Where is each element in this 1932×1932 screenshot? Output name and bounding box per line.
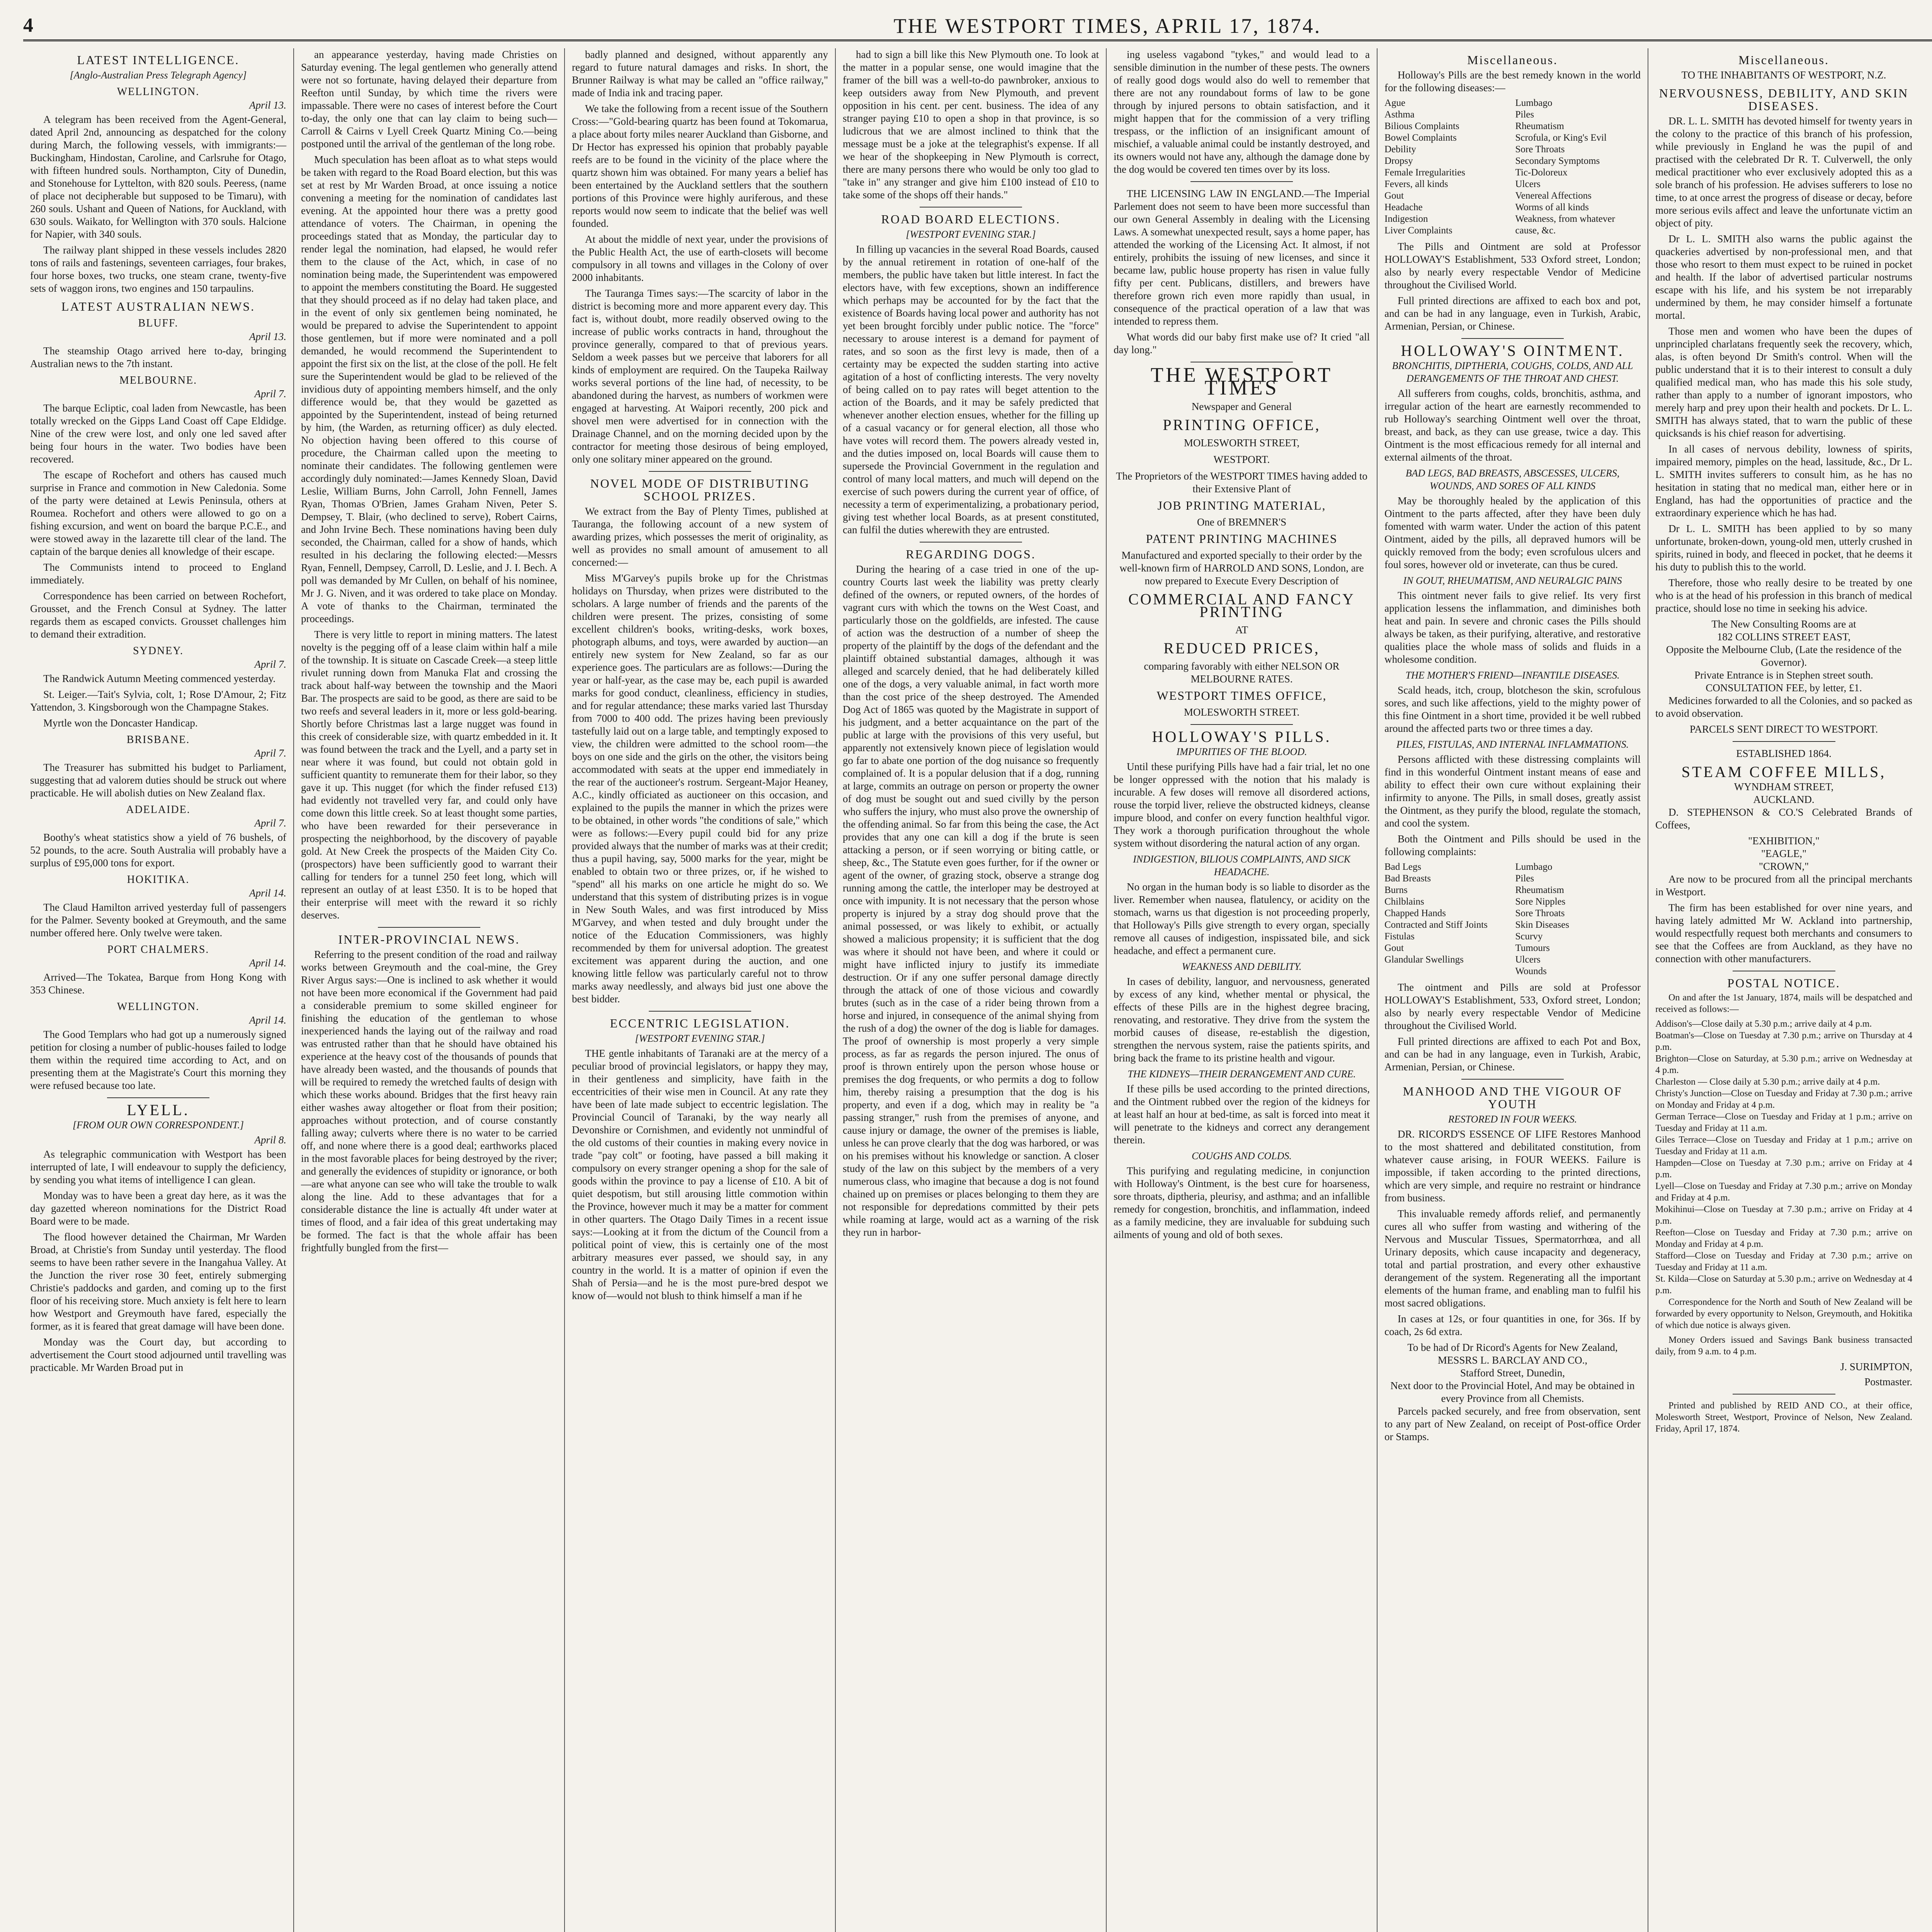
eccentric-legislation-heading: ECCENTRIC LEGISLATION. [610,1016,790,1030]
article-paragraph: THE gentle inhabitants of Taranaki are at the mercy of a peculiar brood of provincial legislators, or happy they may, in their gentleness and simplicity, have faith in the eccentricities of their wise men in Council. At any rate they have been of late made subject to eccentric legislation. The Provincial Council of Taranaki, by the way nearly all Devonshire or Cornishmen, and evidently not unmindful of the old customs of their counties in making every novice in trade "pay colt" or footing, have passed a bill making it compulsory on every stranger opening a shop for the sale of goods within the province to pay a license of £10. A bit of quiet despotism, but still arousing little commotion within the Province, however much it may be a matter for comment in other quarters. The Otago Daily Times in a recent issue says:—Looking at it from the dictum of the Council from a political point of view, this is certainly one of the most arbitrary measures ever passed, we should say, in any country in the world. It is a matter of opinion if even the Shah of Persia—and he is the most pure-bred despot we know of—would not blush to think himself a man if he [572,1048,828,1301]
disease-item: Dropsy [1384,156,1413,166]
ad-line: WESTPORT. [1213,454,1270,465]
article-paragraph: At about the middle of next year, under the provisions of the Public Health Act, the use of earth-closets will become compulsory in all towns and villages in the Colony of over 2000 inhabitants. [572,233,828,283]
postal-item: Charleston — Close daily at 5.30 p.m.; arrive daily at 4 p.m. [1655,1077,1880,1087]
page-number: 4 [23,14,33,36]
dateline-place: WELLINGTON. [117,86,200,98]
article-paragraph: We extract from the Bay of Plenty Times, published at Tauranga, the following account of a new system of awarding prizes, which possesses the merit of originality, as well as provides no small amount of amusement to all concerned:— [572,505,828,568]
article-paragraph: May be thoroughly healed by the application of this Ointment to the parts affected, after they have been duly fomented with warm water. Under the action of this patent Ointment, aided by the pills, all depraved humors will be quickly removed from the body; even scrofulous ulcers and foul sores, however old or inveterate, can thus be cured. [1384,495,1641,570]
disease-item: Venereal Affections [1515,190,1592,201]
article-paragraph: The barque Ecliptic, coal laden from Newcastle, has been totally wrecked on the Gipps Land Coast off Cape Eldidge. Nine of the crew were lost, and only one led saved after being four hours in the water. Two bodies have been recovered. [30,402,286,465]
postal-item: Giles Terrace—Close on Tuesday and Friday at 1 p.m.; arrive on Tuesday and Friday at 11 a.m. [1655,1135,1912,1156]
disease-item: cause, &c. [1515,225,1556,236]
disease-item: Weakness, from whatever [1515,214,1615,224]
article-paragraph: There is very little to report in mining matters. The latest novelty is the pegging off of a lease claim within half a mile of the township. It is situate on Cascade Creek—a steep little rivulet running down from Manuka Flat and crossing the track about half-way between the township and the Maori Bar. The prospects are said to be good, as there are said to be two reefs and several leaders in it, more or less gold-bearing. Shortly before Christmas last a large nugget was found in this creek of considerable size, with quartz embedded in it. It was found between the track and the Lyell, and a party set in near where it was found, but could not obtain gold in sufficient quantity to remunerate them for their labor, so they gave it up. This nugget (for which the finder refused £13) had evidently not travelled very far, and could only have come down this little creek. So at least thought some parties, who have been rewarded for their perseverance in prospecting the neighborhood, by the discovery of payable gold. At New Creek the prospects of the Maiden City Co. (prospectors) have been sufficiently good to warrant their calling for tenders for a tunnel 250 feet long, which will represent an outlay of at least £350. It is to be hoped that their enterprise will meet with the reward it so richly deserves. [301,629,557,921]
article-paragraph: What words did our baby first make use of? It cried "all day long." [1114,331,1370,355]
article-paragraph: On and after the 1st January, 1874, mails will be despatched and received as follows:— [1655,993,1912,1014]
dateline-date: April 7. [254,658,286,670]
complaint-item: Sore Throats [1515,908,1565,918]
dateline-place: PORT CHALMERS. [107,944,209,956]
dateline-place: ADELAIDE. [126,804,190,816]
disease-item: Ulcers [1515,179,1541,189]
article-paragraph: The Communists intend to proceed to England immediately. [30,561,286,586]
ad-subheading: THE KIDNEYS—THEIR DERANGEMENT AND CURE. [1128,1068,1356,1080]
article-paragraph: We take the following from a recent issue of the Southern Cross:—"Gold-bearing quartz has been found at Tokomarua, a place about forty miles nearer Auckland than Gisborne, and Dr Hector has expressed his opinion that probably payable reefs are to be found in the vicinity of the place where the quartz shown him was obtained. For many years a belief has been entertained by the Auckland settlers that the southern portions of this Province were highly auriferous, and these reports would now seem to indicate that the belief was well founded. [572,103,828,229]
dateline-place: BRISBANE. [126,734,190,746]
postal-item: Christy's Junction—Close on Tuesday and Friday at 7.30 p.m.; arrive on Monday and Friday at 4 p.m. [1655,1088,1912,1110]
column-2 [294,48,565,1932]
article-paragraph: Persons afflicted with these distressing complaints will find in this wonderful Ointment instant means of ease and ability to effect their own cure without explaining their infirmity to anyone. The Pills, in small doses, greatly assist the Ointment, as they purify the blood, regulate the stomach, and cool the system. [1384,753,1641,829]
miscellaneous-heading: Miscellaneous. [1467,53,1558,67]
article-paragraph: In cases at 12s, or four quantities in one, for 36s. If by coach, 2s 6d extra. [1384,1313,1641,1337]
article-paragraph: Boothy's wheat statistics show a yield of 76 bushels, of 52 pounds, to the acre. South Australia will probably have a surplus of £95,000 tons for export. [30,832,286,869]
dateline-date: April 13. [249,331,286,342]
ad-line: Opposite the Melbourne Club, (Late the residence of the Governor). [1666,644,1902,668]
article-paragraph: No organ in the human body is so liable to disorder as the liver. Remember when nausea, flatulency, or acidity on the stomach, warns us that digestion is not proceeding properly, that Holloway's Pills give strength to every organ, specially remove all causes of indigestion, inspissated bile, and sick headache, and effect a permanent cure. [1114,881,1370,956]
dateline-date: April 13. [249,99,286,111]
article-paragraph: Arrived—The Tokatea, Barque from Hong Kong with 353 Chinese. [30,971,286,996]
complaints-list [1384,861,1641,977]
article-paragraph: A telegram has been received from the Agent-General, dated April 2nd, announcing as despatched for the colony during March, the following vessels, with immigrants:—Buckingham, Hindostan, Caroline, and Carlsruhe for Otago, with fifteen hundred souls. Northampton, City of Dunedin, and Stonehouse for Lyttelton, with 820 souls. Peeress, (name of place not decipherable but supposed to be Timaru), with 260 souls. Ushant and Queen of Nations, for Auckland, with 630 souls. Waikato, for Wellington with 370 souls. Halcione for Napier, with 340 souls. [30,114,286,240]
complaint-item: Chilblains [1384,896,1424,907]
article-paragraph: St. Leiger.—Tait's Sylvia, colt, 1; Rose D'Amour, 2; Fitz Yattendon, 3. Kingsborough won the Champagne Stakes. [30,689,286,713]
dateline-date: April 14. [249,1014,286,1026]
article-paragraph: The railway plant shipped in these vessels includes 2820 tons of rails and fastenings, seventeen carriages, four brakes, four horse boxes, two trucks, one steam crane, twenty-five sets of waggon irons, two engines and 150 tarpaulins. [30,244,286,294]
ad-title: THE WESTPORT TIMES [1150,363,1333,399]
dateline-date: April 7. [254,817,286,829]
complaint-item [1384,966,1510,977]
novel-mode-heading: NOVEL MODE OF DISTRIBUTING SCHOOL PRIZES. [590,476,810,503]
printing-office-ad [1114,363,1370,719]
ad-line: "CROWN," [1759,861,1809,872]
postal-item: Boatman's—Close on Tuesday at 7.30 p.m.; arrive on Thursday at 4 p.m. [1655,1031,1912,1052]
ad-line: One of BREMNER'S [1197,516,1287,528]
ad-line: ESTABLISHED 1864. [1736,748,1832,759]
article-paragraph: Correspondence has been carried on between Rochefort, Grousset, and the French Consul at Sydney. The latter regards them as escaped convicts. Grousset challenges him to demand their extradition. [30,590,286,640]
article-paragraph: DR. RICORD'S ESSENCE OF LIFE Restores Manhood to the most shattered and debilitated constitution, from whatever cause arising, in FOUR WEEKS. Failure is impossible, if taken according to the printed directions, which are very simple, and require no restraint or hindrance from business. [1384,1128,1641,1204]
disease-item: Bowel Complaints [1384,133,1457,143]
postal-notice-heading: POSTAL NOTICE. [1727,976,1840,990]
latest-intelligence-heading: LATEST INTELLIGENCE. [77,53,240,67]
article-paragraph: The ointment and Pills are sold at Professor HOLLOWAY'S Establishment, 533, Oxford street, London; also by nearly every respectable Vendor of Medicine throughout the Civilised World. [1384,981,1641,1031]
ad-line: PATENT PRINTING MACHINES [1146,532,1338,546]
source-subheading: [WESTPORT EVENING STAR.] [906,229,1036,240]
article-paragraph: Those men and women who have been the dupes of unprincipled charlatans frequently seek the recovery, which, alas, is often beyond Dr Smith's control. When will the public understand that it is to their interest to consult a duly qualified medical man, who has made this his sole study, rather than apply to a number of ignorant impostors, who merely harp and prey upon their health and pockets. Dr L. L. SMITH has always stated, that to warn the public of these quicksands is his chief reason for advertising. [1655,325,1912,439]
article-paragraph: In cases of debility, languor, and nervousness, generated by excess of any kind, whether mental or physical, the effects of these Pills are in the highest degree bracing, renovating, and restorative. They drive from the system the morbid causes of disease, re-establish the digestion, strengthen the nervous system, raise the patients spirits, and bring back the frame to its pristine health and vigour. [1114,976,1370,1064]
ad-subheading: THE MOTHER'S FRIEND—INFANTILE DISEASES. [1405,670,1620,681]
diseases-list [1384,97,1641,236]
disease-item: Piles [1515,109,1534,120]
article-paragraph: This purifying and regulating medicine, in conjunction with Holloway's Ointment, is the best cure for hoarseness, sore throats, diptheria, pleurisy, and asthma; and an infallible remedy for congestion, bronchitis, and inflammation, indeed as a family medicine, they are invaluable for subduing such ailments of young and old of both sexes. [1114,1165,1370,1240]
ad-line: MESSRS L. BARCLAY AND CO., [1437,1354,1588,1366]
complaint-item: Chapped Hands [1384,908,1446,918]
ad-line: The New Consulting Rooms are at [1711,618,1856,630]
dateline-place: SYDNEY. [133,645,184,657]
disease-item: Tic-Doloreux [1515,167,1568,178]
ad-line: AT [1235,624,1248,636]
column-3 [565,48,836,1932]
ad-line: "EXHIBITION," [1748,835,1820,847]
ad-subheading: PILES, FISTULAS, AND INTERNAL INFLAMMATIONS. [1396,739,1629,750]
article-paragraph: Myrtle won the Doncaster Handicap. [43,717,198,729]
ad-line: To be had of Dr Ricord's Agents for New Zealand, [1407,1342,1618,1353]
complaint-item: Skin Diseases [1515,920,1570,930]
australian-news-heading: LATEST AUSTRALIAN NEWS. [61,299,255,313]
postal-item: Reefton—Close on Tuesday and Friday at 7.30 p.m.; arrive on Monday and Friday at 4 p.m. [1655,1228,1912,1249]
article-paragraph: As telegraphic communication with Westport has been interrupted of late, I will endeavour to supply the deficiency, by sending you what items of intelligence I can glean. [30,1148,286,1185]
coffee-mills-heading: STEAM COFFEE MILLS, [1681,763,1886,781]
column-7 [1648,48,1919,1932]
article-paragraph: badly planned and designed, without apparently any regard to future natural damages and risks. In short, the Brunner Railway is what may be called an "office railway," made of India ink and tracing paper. [572,49,828,99]
road-board-heading: ROAD BOARD ELECTIONS. [881,212,1061,226]
masthead [23,12,1932,41]
disease-item: Female Irregularities [1384,167,1465,178]
article-paragraph: Dr L. L. SMITH has been applied to by so many unfortunate, broken-down, young-old men, utterly crushed in spirits, ruined in body, and fleeced in pocket, that he deems it his duty to publish this to the world. [1655,523,1912,573]
article-paragraph: If these pills be used according to the printed directions, and the Ointment rubbed over the region of the kidneys for at least half an hour at bed-time, as salt is forced into meat it will penetrate to the kidneys and correct any derangement therein. [1114,1083,1370,1146]
regarding-dogs-heading: REGARDING DOGS. [906,547,1036,561]
postal-item: Stafford—Close on Tuesday and Friday at 7.30 p.m.; arrive on Tuesday and Friday at 11 a.m. [1655,1251,1912,1272]
ad-title: COMMERCIAL AND FANCY PRINTING [1128,590,1355,621]
divider [1461,1079,1564,1080]
postal-item: Addison's—Close daily at 5.30 p.m.; arrive daily at 4 p.m. [1655,1019,1872,1029]
divider [1461,338,1564,339]
article-paragraph: The Randwick Autumn Meeting commenced yesterday. [43,673,276,684]
divider [378,927,480,928]
columns [23,48,1932,1932]
complaint-item: Piles [1515,873,1534,884]
dateline-date: April 14. [249,887,286,899]
ad-line: Newspaper and General [1191,401,1292,412]
article-paragraph: had to sign a bill like this New Plymouth one. To look at the matter in a popular sense, one would imagine that the framer of the bill was a well-to-do pawnbroker, anxious to keep outsiders away from New Plymouth, and prevent opposition in his cent. per cent. business. The idea of any stranger paying £10 to open a shop in that province, is so ludicrous that we are almost inclined to think that the message must be a joke at the telegraphist's expense. If all we hear of the shopkeeping in New Plymouth is correct, there are many persons there who would be only too glad to "take in" any stranger and give him £100 instead of £10 to take some of the shops off their hands." [843,49,1099,201]
article-paragraph: In filling up vacancies in the several Road Boards, caused by the annual retirement in rotation of one-half of the members, the public have taken but little interest. In fact the electors have, with few exceptions, shown an indifference which perhaps may be accounted for by the fact that the existence of Boards having local power and authority has not yet been brought forcibly under public notice. The "force" necessary to arouse interest is a demand for payment of rates, and so soon as the first levy is made, then of a certainty may be expected the sudden starting into active agitation of a host of conflicting interests. The very novelty of being called on to pay rates will beget attention to the action of the Boards, and it may be safely predicted that whenever another election ensues, whether for the filling up of a casual vacancy or for general election, all those who have votes will record them. The powers already vested in, and the duties imposed on, local Boards will cause them to supersede the Provincial Government in the regulation and control of many local matters, and much will depend on the exercise of such powers during the current year of office, of necessity a term of experimentalizing, a probationary period, giving test whether local Boards, as at present constituted, can fulfil the duties wherewith they are entrusted. [843,243,1099,536]
disease-item: Sore Throats [1515,144,1565,155]
postal-list [1655,1018,1912,1296]
complaint-item: Fistulas [1384,931,1415,942]
divider [107,1097,209,1098]
divider [920,542,1022,543]
complaint-item: Rheumatism [1515,885,1564,895]
ad-title: PRINTING OFFICE, [1163,416,1321,434]
divider [1733,741,1835,742]
dateline-date: April 14. [249,957,286,969]
article-paragraph: The escape of Rochefort and others has caused much surprise in France and commotion in New Caledonia. Some of the party were detained at Lewis Peninsula, others at Roumea. Rochefort and others were allowed to go on a fishing excursion, and went on board the barque P.C.E., and were stowed away in the lazarette till clear of the land. The captain of the barque denies all knowledge of their escape. [30,469,286,557]
complaint-item: Wounds [1515,966,1547,976]
ad-line: Next door to the Provincial Hotel, And may be obtained in every Province from all Chemists. [1390,1380,1635,1404]
article-paragraph: During the hearing of a case tried in one of the up-country Courts last week the liability was pretty clearly defined of the owners, or reputed owners, of the hordes of vagrant curs with which the towns on the West Coast, and particularly those on the goldfields, are infested. The cause of action was the destruction of a number of sheep the property of the plaintiff by the dogs of the defendant and the plaintiff obtained substantial damages, although it was alleged and scarcely denied, that he had deliberately killed one of the dogs, a very valuable animal, in fact worth more than the cost price of the sheep destroyed. The Amended Dog Act of 1865 was quoted by the Magistrate in support of his judgment, and a better acquaintance on the part of the public at large with the provisions of this very useful, but apparently not extensively known piece of legislation would go far to abate one portion of the dog nuisance so frequently complained of. It is a popular delusion that if a dog, running at large, commits an outrage on person or property the owner of dog must be sought out and sued civilly by the person who suffers the injury, who must also prove the ownership of the offending animal. So far from this being the case, the Act provides that any one can kill a dog if the brute is seen attacking a person, or if seen worrying or biting cattle, or sheep, &c., The Statute even goes further, for if the owner or agent of the owner, of grazing stock, observe a strange dog running among the cattle, the interloper may be destroyed at once with impunity. It is not necessary that the person whose property is injured by a stray dog should prove that the animal possessed, or was likely to exhibit, or actually showed a malicious propensity; it is sufficient that the dog was where it should not have been, and where it could or might have inflicted injury to justify its immediate destruction. Or if any one suffer personal damage directly through the attack of one of those vicious and cowardly brutes (such as in the case of a rider being thrown from a horse and injured, in consequence of the animal shying from the rush of a dog) the owner of the dog is liable for damages. The proof of ownership is most properly a very simple process, as far as regards the person injured. The onus of proof is thrown entirely upon the person whose house or premises the dog frequents, or who permits a dog to follow him, thereby raising a presumption that the dog is his property, and even if a dog, which may in reality be "a passing stranger," rush from the premises of anyone, and cause injury or damage, the owner of the premises is liable, unless he can prove clearly that the dog was harbored, or was on his premises without his knowledge or sanction. A closer study of the law on this subject by the members of a very numerous class, who imagine that because a dog is not found chained up on premises or places belonging to them they are not responsible for depredations committed by their pets while roaming at large, would act as a warning of the risk they run in harbor- [843,563,1099,1238]
ad-subheading: BRONCHITIS, DIPTHERIA, COUGHS, COLDS, AND ALL DERANGEMENTS OF THE THROAT AND CHEST. [1392,360,1633,384]
article-paragraph: The Good Templars who had got up a numerously signed petition for closing a number of public-houses failed to lodge them within the required time according to Act, and on presenting them at the Magistrate's Court this morning they were refused because too late. [30,1029,286,1091]
ad-subheading: IN GOUT, RHEUMATISM, AND NEURALGIC PAINS [1403,575,1622,586]
article-paragraph: ing useless vagabond "tykes," and would lead to a sensible diminution in the number of these pests. The owners of really good dogs would also do well to remember that there are not any roundabout forms of law to be gone through by injured persons to obtain satisfaction, and it might happen that for the commission of a very trifling trespass, or the infliction of an insignificant amount of mischief, a valuable animal could be instantly destroyed, and its owners would not have any, although the damage done by the dog would be covered ten times over by its loss. [1114,49,1370,175]
article-paragraph: Parcels packed securely, and free from observation, sent to any part of New Zealand, on receipt of Post-office Order or Stamps. [1384,1405,1641,1442]
ad-line: JOB PRINTING MATERIAL, [1157,498,1326,512]
signature-title: Postmaster. [1864,1376,1912,1388]
column-1 [23,48,294,1932]
divider [1733,1394,1835,1395]
holloway-ointment-heading: HOLLOWAY'S OINTMENT. [1401,342,1624,359]
disease-item: Worms of all kinds [1515,202,1589,213]
complaint-item: Bad Breasts [1384,873,1431,884]
manhood-heading: MANHOOD AND THE VIGOUR OF YOUTH [1403,1084,1622,1111]
ad-subheading: IMPURITIES OF THE BLOOD. [1176,746,1307,757]
article-paragraph: Holloway's Pills are the best remedy known in the world for the following diseases:— [1384,69,1641,94]
article-paragraph: an appearance yesterday, having made Christies on Saturday evening. The legal gentlemen who generally attend were not so fortunate, having delayed their departure from Reefton until Sunday, by which time the rivers were impassable. There were no cases of interest before the Court to-day, the only one that can lay claim to being such—Carroll & Cairns v Lyell Creek Quartz Mining Co.—being postponed until the arrival of the gentleman of the long robe. [301,49,557,150]
paper-title: THE WESTPORT TIMES, APRIL 17, 1874. [893,14,1321,37]
ad-subheading: RESTORED IN FOUR WEEKS. [1448,1114,1577,1125]
inter-provincial-heading: INTER-PROVINCIAL NEWS. [338,932,520,946]
postal-item: Lyell—Close on Tuesday and Friday at 7.30 p.m.; arrive on Monday and Friday at 4 p.m. [1655,1181,1912,1203]
ad-line: PARCELS SENT DIRECT TO WESTPORT. [1689,723,1878,735]
article-paragraph: The Pills and Ointment are sold at Professor HOLLOWAY'S Establishment, 533 Oxford street, London; also by nearly every respectable Vendor of Medicine throughout the Civilised World. [1384,241,1641,291]
ad-line: AUCKLAND. [1753,794,1815,805]
article-paragraph: Much speculation has been afloat as to what steps would be taken with regard to the Road Board election, but this was set at rest by Mr Warden Broad, at once issuing a notice convening a meeting for the nomination of candidates last evening. At the appointed hour there was a pretty good attendance of voters. The Chairman, in opening the proceedings stated that as Monday, the particular day to render legal the nomination, had elapsed, he would refer them to the clause of the Act, which, in case of no nomination being made, the Superintendent was empowered to appoint the members constituting the Board. He suggested that they should proceed as if no delay had taken place, and in the event of only six gentlemen being nominated, he would be prepared to advise the Superintendent to appoint those gentlemen, but if more were nominated and a poll demanded, he would recommend the Superintendent to appoint the first six on the list, at the close of the poll. He felt sure the Superintendent would be glad to be relieved of the invidious duty of appointing members himself, and the only difference would be, that they would be gazetted as appointed by the Superintendent, instead of being returned by him, (the Warden, as returning officer) as duly elected. No objection having been offered to this course of procedure, the Chairman called upon the meeting to nominate their candidates. The following gentlemen were accordingly duly nominated:—James Kennedy Sloan, David Leslie, William Burns, John Carroll, John Fennell, James Ryan, Thomas O'Brien, James Graham Niven, Peter S. Dempsey, T. Blair, (who declined to serve), Robert Cairns, and John Irvine Bech. These nominations having been duly seconded, the Chairman, called for a show of hands, which resulted in his declaring the following elected:—Messrs Ryan, Fennell, Dempsey, Carroll, D. Leslie, and J. I. Bech. A poll was demanded by Mr Cullen, on behalf of his nominee, Mr J. G. Niven, and it was ordered to take place on Monday. A vote of thanks to the Chairman, terminated the proceedings. [301,154,557,624]
article-paragraph: Therefore, those who really desire to be treated by one who is at the head of his profession in this branch of medical practice, should lose no time in seeking his advice. [1655,577,1912,614]
article-paragraph: The Treasurer has submitted his budget to Parliament, suggesting that ad valorem duties should be struck out where practicable. He will abolish duties on New Zealand flax. [30,762,286,799]
imprint: Printed and published by REID AND CO., at their office, Molesworth Street, Westport, Province of Nelson, New Zealand. Friday, April 17, 1874. [1655,1401,1912,1434]
complaint-item: Scurvy [1515,931,1543,942]
dateline-place: WELLINGTON. [117,1001,200,1013]
ad-line: WYNDHAM STREET, [1734,781,1834,793]
miscellaneous-heading: Miscellaneous. [1738,53,1829,67]
column-5 [1107,48,1378,1932]
article-paragraph: Are now to be procured from all the principal merchants in Westport. [1655,873,1912,898]
article-paragraph: Both the Ointment and Pills should be used in the following complaints: [1384,833,1641,857]
ad-line: CONSULTATION FEE, by letter, £1. [1706,682,1862,694]
ad-line: Manufactured and exported specially to their order by the well-known firm of HARROLD AND SONS, London, are now prepared to Execute Every Description of [1119,549,1364,587]
article-paragraph: Dr L. L. SMITH also warns the public against the quackeries advertised by non-professional men, and that those who resort to them must expect to be ruined in pocket and health. If the labor of advertised particular nostrums escape with his life, and his system be not irreparably undermined by them, he may consider himself a fortunate mortal. [1655,233,1912,321]
ad-subheading: INDIGESTION, BILIOUS COMPLAINTS, AND SICK HEADACHE. [1133,854,1350,878]
ad-subheading: BAD LEGS, BAD BREASTS, ABSCESSES, ULCERS, WOUNDS, AND SORES OF ALL KINDS [1405,468,1620,492]
article-paragraph: THE LICENSING LAW IN ENGLAND.—The Imperial Parlement does not seem to have been more successful than our own General Assembly in dealing with the Licensing Laws. A somewhat unexpected result, says a home paper, has attended the working of the Licensing Act. It almost, if not entirely, prohibits the issuing of new licenses, and since it became law, public house property has risen in value fully fifty per cent. Publicans, distillers, and brewers have therefore grown rich even more rapidly than usual, in consequence of the practical operation of a law that was intended to repress them. [1114,188,1370,327]
disease-item: Liver Complaints [1384,225,1452,236]
disease-item: Bilious Complaints [1384,121,1459,131]
divider [649,1011,751,1012]
dateline-place: MELBOURNE. [119,374,197,386]
complaint-item: Gout [1384,943,1404,953]
complaint-item: Bad Legs [1384,862,1422,872]
article-paragraph: All sufferers from coughs, colds, bronchitis, asthma, and irregular action of the heart are earnestly recommended to rub Holloway's searching Ointment well over the throat, breast, and back, as they can use grease, twice a day. This Ointment is the most efficacious remedy for all internal and external ailments of the throat. [1384,388,1641,463]
ad-line: WESTPORT TIMES OFFICE, [1156,689,1327,702]
postal-item: Mokihinui—Close on Tuesday at 7.30 p.m.; arrive on Friday at 4 p.m. [1655,1204,1912,1226]
column-6 [1378,48,1648,1932]
ad-line: comparing favorably with either NELSON OR MELBOURNE RATES. [1144,660,1340,685]
agency-subheading: [Anglo-Australian Press Telegraph Agency] [70,70,247,81]
article-paragraph: This invaluable remedy affords relief, and permanently cures all who suffer from wasting and withering of the Nervous and Muscular Tissues, Spermatorrhœa, and all Urinary deposits, which cause incapacity and degeneracy, total and partial prostration, and every other exhaustive derangement of the system. Regenerating all the important elements of the human frame, and enabling man to fulfil his most sacred obligations. [1384,1208,1641,1309]
article-paragraph: The Claud Hamilton arrived yesterday full of passengers for the Palmer. Seventy booked at Greymouth, and the same number offered here. Only twelve were taken. [30,901,286,939]
disease-item: Debility [1384,144,1416,155]
ad-subheading: WEAKNESS AND DEBILITY. [1182,961,1302,972]
ad-line: 182 COLLINS STREET EAST, [1717,631,1851,643]
complaint-item: Sore Nipples [1515,896,1566,907]
postal-item: Hampden—Close on Tuesday at 7.30 p.m.; arrive on Friday at 4 p.m. [1655,1158,1912,1180]
ad-line: Stafford Street, Dunedin, [1460,1367,1565,1379]
dateline-date: April 7. [254,388,286,400]
article-paragraph: Scald heads, itch, croup, blotcheson the skin, scrofulous sores, and such like affections, yield to the mighty power of this fine Ointment in a short time, provided it be well rubbed around the affected parts two or three times a day. [1384,684,1641,734]
disease-item: Ague [1384,98,1406,108]
complaint-item: Glandular Swellings [1384,954,1464,965]
article-paragraph: DR. L. L. SMITH has devoted himself for twenty years in the colony to the practice of this branch of his profession, while previously in England he was the pupil of and practised with the celebrated Dr R. T. Culverwell, the only medical practitioner who ever exclusively adopted this as a sole branch of his profession. He advises sufferers to lose no time, to at once arrest the progress of disease or decay, before more serious evils affect and leave the unfortunate victim an object of pity. [1655,115,1912,229]
ad-title: REDUCED PRICES, [1163,639,1320,657]
article-paragraph: The steamship Otago arrived here to-day, bringing Australian news to the 7th instant. [30,345,286,369]
disease-item: Gout [1384,190,1404,201]
article-paragraph: Referring to the present condition of the road and railway works between Greymouth and the coal-mine, the Grey River Argus says:—One is inclined to ask whether it would not have been more economical if the Government had paid a considerable premium to some skilled engineer for finishing the education of the gentleman to whose inexperienced hands the laying out of the railway and road was entrusted rather than that he should have obtained his experience at the heavy cost of the thousands of pounds that have already been wasted, and the thousands of pounds that will be required to remedy the wretched faults of design with which these works abound. Bridges that the first heavy rain either washes away altogether or float from their position; approaches without protection, and of course constantly falling away; culverts where there is no water to be carried off, and none where there is a good deal; earthworks placed in the most favorable places for being destroyed by the river; and generally the evidences of stupidity or ignorance, or both—are what anyone can see who will take the trouble to walk along the line. Add to these advantages that for a considerable distance the line is actually 4ft under water at times of flood, and a fair idea of this great undertaking may be formed. The fact is that the whole affair has been frightfully bungled from the first— [301,949,557,1253]
ad-title: NERVOUSNESS, DEBILITY, AND SKIN DISEASES. [1659,86,1909,113]
divider [649,471,751,472]
complaint-item: Ulcers [1515,954,1541,965]
article-paragraph: Monday was to have been a great day here, as it was the day gazetted whereon nominations for the District Road Board were to be made. [30,1190,286,1227]
article-paragraph: Miss M'Garvey's pupils broke up for the Christmas holidays on Thursday, when prizes were distributed to the scholars. A large number of friends and the parents of the children were present. The prizes, consisting of some excellent children's books, writing-desks, work boxes, photograph albums, and toys, were awarded by auction—an entirely new system for New Zealand, so far as our experience goes. The particulars are as follows:—During the year or half-year, as the case may be, each pupil is awarded marks for good conduct, cleanliness, efficiency in studies, and for regular attendance; these marks varied last Thursday from 7000 to 400 odd. The prizes having been previously tastefully laid out on a large table, and temptingly exposed to view, the children were admitted to the school room—the boys on one side and the girls on the other, the visitors being accommodated with seats at the upper end immediately in the rear of the auctioneer's rostrum. Sergeant-Major Heaney, A.C., kindly officiated as auctioneer on this occasion, and explained to the pupils the manner in which the prizes were to be obtained, in other words "the conditions of sale," which were as follows:—Every pupil could bid for any prize provided always that the number of marks was at their credit; thus a pupil having, say, 5000 marks for the year, might be enabled to obtain two or three prizes, or, if he wished to "spend" all his marks on one article he might do so. We understand that this system of distributing prizes is in vogue in New South Wales, and was first introduced by Miss M'Garvey, and when tested and duly brought under the notice of the Education Commissioners, was highly recommended by them for universal adoption. The greatest excitement was apparent during the auction, and one knowing little fellow was particularly careful not to throw marks away needlessly, and always bid just one above the best bidder. [572,572,828,1005]
disease-item: Lumbago [1515,98,1553,108]
article-paragraph: The flood however detained the Chairman, Mr Warden Broad, at Christie's from Sunday until yesterday. The flood seems to have been rather severe in the Inangahua Valley. At the Junction the river rose 30 feet, entirely submerging Christie's paddocks and garden, and coming up to the first floor of his receiving store. Much anxiety is felt here to learn how Westport and Greymouth have fared, especially the former, as it is feared that great damage will have been done. [30,1231,286,1332]
disease-item: Rheumatism [1515,121,1564,131]
postal-item: Brighton—Close on Saturday, at 5.30 p.m.; arrive on Wednesday at 4 p.m. [1655,1054,1912,1075]
article-paragraph: This ointment never fails to give relief. Its very first application lessens the inflammation, and diminishes both heat and pain. In severe and chronic cases the Pills should always be taken, as their purifying, alterative, and restorative qualities place the whole mass of solids and fluids in a wholesome condition. [1384,590,1641,665]
article-paragraph: Until these purifying Pills have had a fair trial, let no one be longer oppressed with the notion that his malady is incurable. A few doses will remove all disordered actions, rouse the torpid liver, relieve the obstructed kidneys, cleanse impure blood, and confer on every function healthful vigor. They work a thorough purification throughout the whole system without disordering the natural action of any organ. [1114,761,1370,849]
ad-line: TO THE INHABITANTS OF WESTPORT, N.Z. [1681,69,1886,81]
disease-item: Scrofula, or King's Evil [1515,133,1607,143]
disease-item: Headache [1384,202,1423,213]
disease-item: Asthma [1384,109,1415,120]
article-paragraph: D. STEPHENSON & CO.'S Celebrated Brands of Coffees, [1655,806,1912,831]
article-paragraph: Medicines forwarded to all the Colonies, and so packed as to avoid observation. [1655,695,1912,719]
article-paragraph: Money Orders issued and Savings Bank business transacted daily, from 9 a.m. to 4 p.m. [1655,1335,1912,1357]
article-paragraph: Full printed directions are affixed to each box and pot, and can be had in any language, even in Turkish, Arabic, Armenian, Persian, or Chinese. [1384,295,1641,332]
dateline-date: April 8. [254,1134,286,1146]
complaint-item: Lumbago [1515,862,1553,872]
divider [1190,724,1293,725]
source-subheading: [WESTPORT EVENING STAR.] [635,1033,765,1044]
ad-subheading: COUGHS AND COLDS. [1192,1150,1292,1162]
article-paragraph: The firm has been established for over nine years, and having lately admitted Mr W. Ackland into partnership, would respectfully request both merchants and consumers to see that the Coffees are from Auckland, as they have no connection with other manufacturers. [1655,902,1912,964]
column-4 [836,48,1107,1932]
dateline-place: BLUFF. [138,317,179,329]
article-paragraph: Full printed directions are affixed to each Pot and Box, and can be had in any language, even in Turkish, Arabic, Armenian, Persian, or Chinese. [1384,1036,1641,1073]
correspondent-subheading: [FROM OUR OWN CORRESPONDENT.] [73,1119,244,1131]
ad-line: Private Entrance is in Stephen street south. [1694,669,1873,681]
lyell-heading: LYELL. [127,1101,190,1119]
dateline-place: HOKITIKA. [127,874,190,886]
article-paragraph: The Tauranga Times says:—The scarcity of labor in the district is becoming more and more apparent every day. This fact is, without doubt, more readily observed owing to the increase of public works contracts in hand, throughout the province generally, compared to that of previous years. Seldom a week passes but we perceive that laborers for all kinds of employment are required. On the Taupeka Railway works several portions of the line had, of necessity, to be abandoned during the harvest, as numbers of workmen were engaged at harvesting. At Waipori recently, 200 pick and shovel men were advertised for in connection with the Drainage Channel, and on the morning decided upon by the contractor for meeting those desirous of being employed, only one solitary miner appeared on the ground. [572,287,828,465]
postal-item: St. Kilda—Close on Saturday at 5.30 p.m.; arrive on Wednesday at 4 p.m. [1655,1274,1912,1296]
signature: J. SURIMPTON, [1840,1361,1912,1372]
disease-item: Secondary Symptoms [1515,156,1600,166]
postal-item: German Terrace—Close on Tuesday and Friday at 1 p.m.; arrive on Tuesday and Friday at 11 a.m. [1655,1112,1912,1133]
divider [1190,181,1293,182]
ad-line: The Proprietors of the WESTPORT TIMES having added to their Extensive Plant of [1116,470,1367,495]
holloway-pills-heading: HOLLOWAY'S PILLS. [1152,728,1332,745]
complaint-item: Burns [1384,885,1408,895]
article-paragraph: In all cases of nervous debility, lowness of spirits, impaired memory, pimples on the head, lassitude, &c., Dr L. L. SMITH invites sufferers to consult him, as he has no hesitation in stating that no medical man, either here or in England, has had the opportunities of practice and the extraordinary experience which he has had. [1655,443,1912,519]
ad-line: MOLESWORTH STREET. [1184,706,1300,718]
disease-item: Indigestion [1384,214,1428,224]
ad-line: MOLESWORTH STREET, [1184,437,1300,449]
disease-item: Fevers, all kinds [1384,179,1448,189]
dateline-date: April 7. [254,747,286,759]
article-paragraph: Correspondence for the North and South of New Zealand will be forwarded by every opportunity to Nelson, Greymouth, and Hokitika of which due notice is always given. [1655,1297,1912,1330]
article-paragraph: Monday was the Court day, but according to advertisement the Court stood adjourned until travelling was practicable. Mr Warden Broad put in [30,1336,286,1373]
complaint-item: Contracted and Stiff Joints [1384,920,1488,930]
ad-line: "EAGLE," [1761,848,1807,859]
complaint-item: Tumours [1515,943,1550,953]
